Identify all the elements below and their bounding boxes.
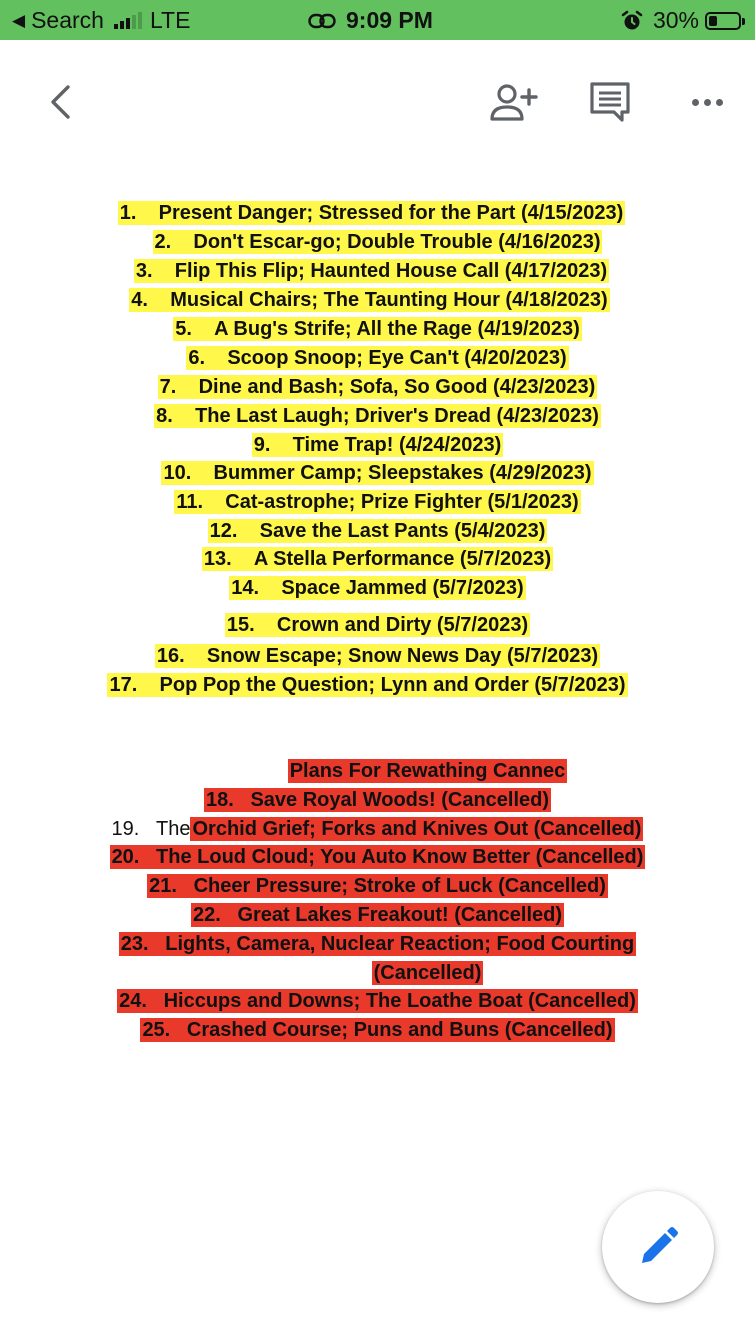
battery-icon — [705, 12, 741, 30]
episode-title: Hiccups and Downs; The Loathe Boat (Cancelled) — [163, 990, 636, 1012]
episode-line-aired — [0, 316, 755, 343]
episode-highlight — [154, 404, 601, 428]
episode-number: 14. — [231, 577, 260, 599]
episode-number: 24. — [119, 990, 147, 1012]
status-right — [621, 7, 741, 34]
clock: 9:09 PM — [346, 7, 433, 33]
episode-line-aired — [0, 432, 755, 459]
episode-title: Save the Last Pants (5/4/2023) — [259, 520, 546, 542]
episode-number: 6. — [188, 347, 206, 369]
episode-number: 13. — [203, 548, 232, 570]
episode-title: Present Danger; Stressed for the Part (4/15/2023) — [158, 202, 624, 224]
episode-highlight — [110, 845, 646, 869]
episode-number: 8. — [156, 405, 173, 427]
episode-line-cancelled — [0, 873, 755, 900]
episode-title: Cheer Pressure; Stroke of Luck (Cancelled) — [193, 875, 606, 897]
episode-highlight — [204, 788, 551, 812]
episode-highlight — [161, 461, 593, 485]
episode-line-aired — [0, 489, 755, 516]
back-button[interactable] — [38, 80, 82, 124]
episode-line-aired — [0, 460, 755, 487]
episode-line-aired — [0, 643, 755, 670]
episode-number: 16. — [156, 645, 185, 667]
episode-line-aired — [0, 229, 755, 256]
episode-highlight — [225, 613, 530, 637]
episode-line-aired — [0, 258, 749, 285]
episode-line-cancelled — [0, 902, 755, 929]
episode-title: Snow Escape; Snow News Day (5/7/2023) — [206, 645, 599, 667]
episode-title: Orchid Grief; Forks and Knives Out (Cancelled) — [192, 818, 642, 840]
episode-number: 2. — [154, 231, 172, 253]
episode-title: The Loud Cloud; You Auto Know Better (Cancelled) — [156, 846, 644, 868]
episode-number: 10. — [163, 462, 192, 484]
episode-highlight — [229, 576, 525, 600]
more-horizontal-icon — [692, 99, 723, 106]
episode-highlight — [117, 989, 638, 1013]
episode-title: Don't Escar-go; Double Trouble (4/16/2023) — [193, 231, 601, 253]
episode-line-aired — [0, 672, 745, 699]
episode-number: 9. — [253, 434, 271, 456]
episode-line-cancelled — [0, 1017, 755, 1044]
episode-highlight — [147, 874, 608, 898]
episode-highlight — [119, 932, 636, 956]
episode-lead-word: The — [156, 818, 191, 840]
episode-number: 3. — [135, 260, 153, 282]
episode-line-continued — [50, 960, 755, 987]
status-left[interactable] — [12, 7, 190, 34]
episode-title: Time Trap! (4/24/2023) — [292, 434, 502, 456]
episode-title: Great Lakes Freakout! (Cancelled) — [237, 904, 563, 926]
episode-number: 22. — [192, 904, 221, 926]
episode-highlight — [208, 519, 548, 543]
episode-line-cancelled — [0, 988, 755, 1015]
episode-title: Crashed Course; Puns and Buns (Cancelled) — [186, 1019, 613, 1041]
episode-line-aired — [0, 612, 755, 639]
episode-number: 1. — [119, 202, 137, 224]
status-bar — [0, 0, 755, 40]
episode-line-aired — [0, 287, 747, 314]
episode-line-aired — [0, 575, 755, 602]
episode-highlight — [153, 230, 603, 254]
episode-number: 7. — [159, 376, 177, 398]
episode-highlight — [173, 317, 582, 341]
episode-number: 11. — [176, 491, 204, 513]
episode-number: 18. — [205, 789, 234, 811]
episode-title-continued: (Cancelled) — [373, 962, 482, 984]
plans-heading: Plans For Rewathing Cannec — [289, 760, 566, 782]
episode-line-cancelled — [0, 931, 755, 958]
episode-number: 17. — [109, 674, 138, 696]
episode-number: 23. — [120, 933, 149, 955]
episode-title: A Bug's Strife; All the Rage (4/19/2023) — [214, 318, 580, 340]
episode-line-aired — [0, 200, 749, 227]
episode-title: The Last Laugh; Driver's Dread (4/23/2023) — [195, 405, 599, 427]
edit-fab-button[interactable] — [602, 1191, 714, 1303]
episode-title: Crown and Dirty (5/7/2023) — [276, 614, 529, 636]
episode-highlight — [134, 259, 609, 283]
episode-highlight — [174, 490, 580, 514]
episode-number: 5. — [175, 318, 192, 340]
chevron-left-icon — [48, 84, 72, 120]
battery-fill — [709, 16, 717, 26]
doc-toolbar — [0, 40, 755, 160]
edit-pencil-icon — [636, 1225, 680, 1269]
back-app-label: Search — [31, 7, 104, 33]
episode-highlight — [155, 644, 600, 668]
episode-line-cancelled — [0, 816, 755, 843]
battery-percent: 30% — [652, 7, 699, 33]
episode-title: Dine and Bash; Sofa, So Good (4/23/2023) — [198, 376, 596, 398]
episode-highlight — [140, 1018, 614, 1042]
episode-number: 25. — [142, 1019, 171, 1041]
episode-highlight — [118, 201, 626, 225]
episode-highlight — [191, 903, 564, 927]
episode-title: A Stella Performance (5/7/2023) — [253, 548, 552, 570]
episode-line-aired — [0, 546, 755, 573]
episode-title: Space Jammed (5/7/2023) — [281, 577, 524, 599]
episode-line-cancelled — [0, 844, 755, 871]
plans-heading-line — [50, 758, 755, 785]
back-to-app-icon: ◀ — [12, 10, 26, 30]
signal-strength-icon — [114, 13, 142, 29]
episode-highlight — [107, 673, 627, 697]
episode-number: 21. — [149, 875, 177, 897]
episode-line-cancelled — [0, 787, 755, 814]
episode-line-aired — [0, 403, 755, 430]
episode-highlight — [186, 346, 568, 370]
episode-title: Musical Chairs; The Taunting Hour (4/18/2023) — [170, 289, 608, 311]
status-center — [308, 7, 433, 34]
episode-number: 12. — [209, 520, 238, 542]
episode-number: 4. — [131, 289, 148, 311]
episode-line-aired — [0, 374, 755, 401]
comment-icon — [588, 80, 632, 124]
episode-title: Pop Pop the Question; Lynn and Order (5/7/2023) — [159, 674, 626, 696]
episode-number: 15. — [226, 614, 255, 636]
episode-title: Flip This Flip; Haunted House Call (4/17/2023) — [174, 260, 608, 282]
episode-line-aired — [0, 518, 755, 545]
alarm-icon — [621, 10, 643, 32]
episode-title: Bummer Camp; Sleepstakes (4/29/2023) — [213, 462, 592, 484]
episode-number: 19. — [111, 818, 140, 840]
episode-line-aired — [0, 345, 755, 372]
episode-highlight — [252, 433, 504, 457]
episode-title: Cat-astrophe; Prize Fighter (5/1/2023) — [225, 491, 579, 513]
episode-highlight — [202, 547, 553, 571]
comment-button[interactable] — [584, 76, 636, 128]
more-options-button[interactable] — [682, 80, 732, 124]
episode-title: Lights, Camera, Nuclear Reaction; Food Courting — [165, 933, 635, 955]
episode-number: 20. — [111, 846, 140, 868]
hotspot-link-icon — [308, 12, 336, 30]
add-person-icon — [489, 82, 539, 122]
network-type: LTE — [149, 7, 191, 33]
episode-highlight — [129, 288, 609, 312]
episode-highlight — [158, 375, 598, 399]
episode-title: Scoop Snoop; Eye Can't (4/20/2023) — [227, 347, 567, 369]
episode-title: Save Royal Woods! (Cancelled) — [250, 789, 550, 811]
share-button[interactable] — [486, 78, 542, 126]
